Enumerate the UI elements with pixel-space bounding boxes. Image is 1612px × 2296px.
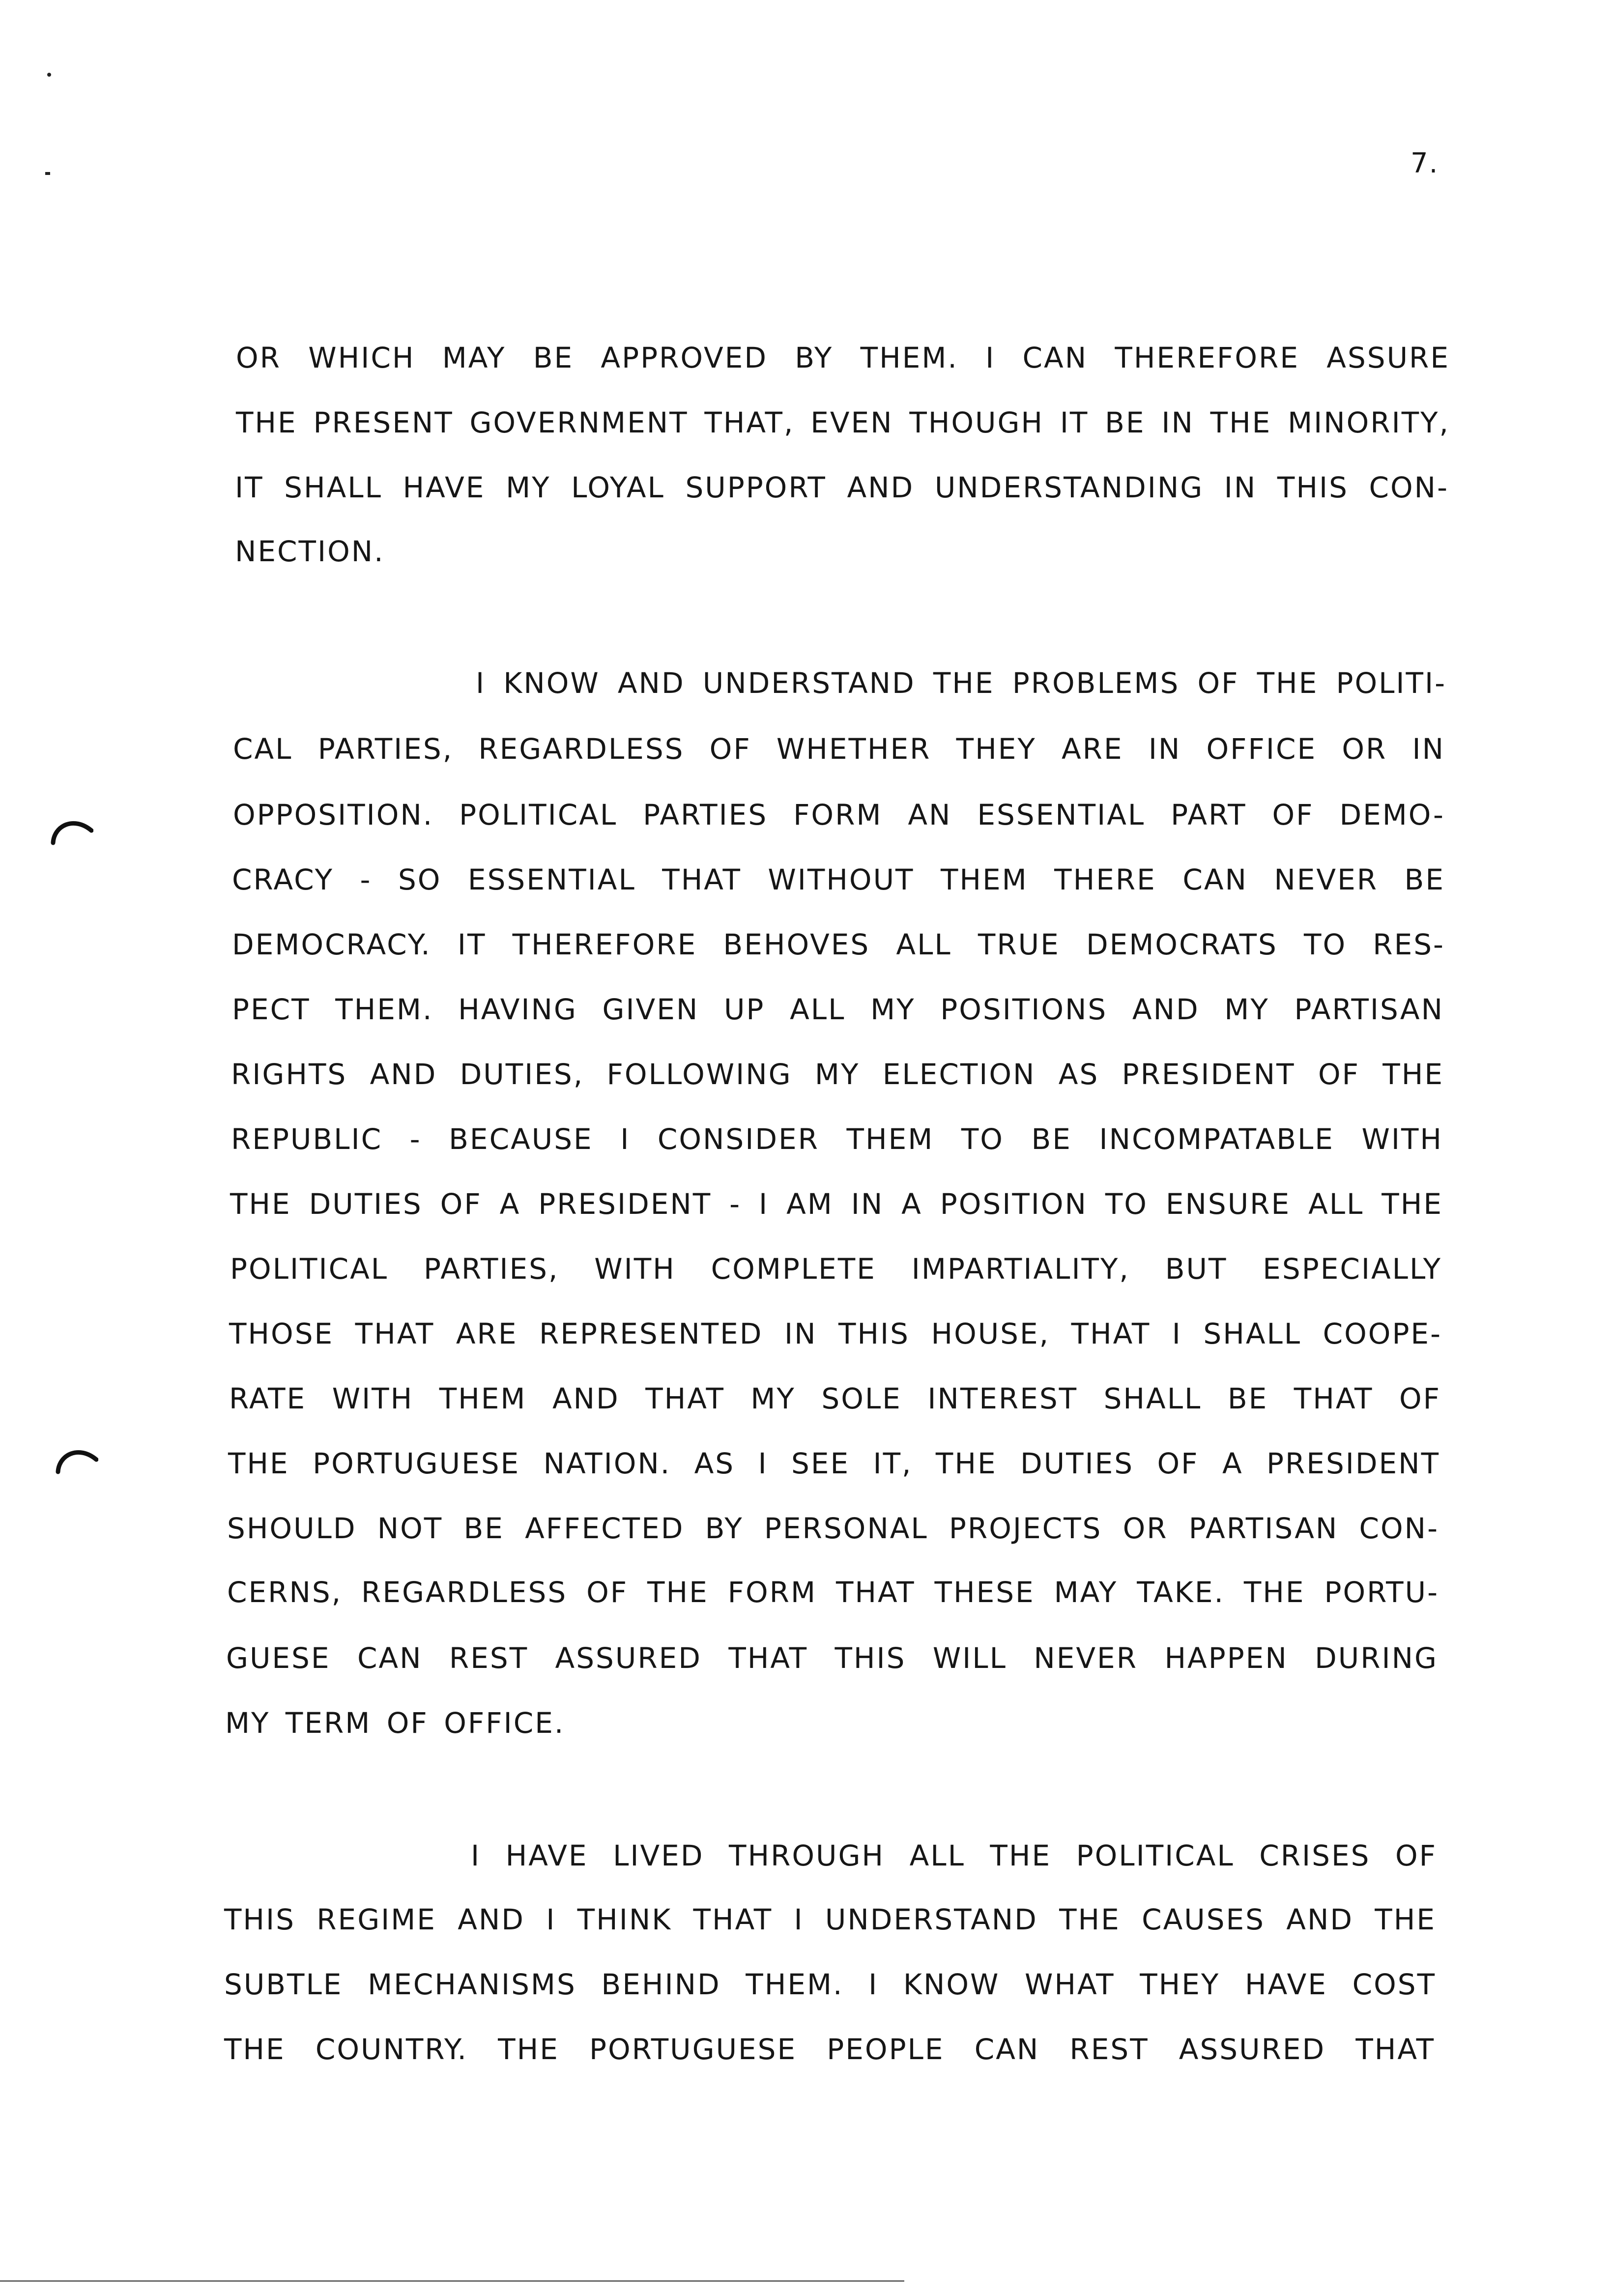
text-line: NECTION. (235, 535, 385, 568)
text-line: REPUBLIC - BECAUSE I CONSIDER THEM TO BE INCOMPATABLE WITH (231, 1122, 1443, 1156)
text-line: THOSE THAT ARE REPRESENTED IN THIS HOUSE, THAT I SHALL COOPE- (229, 1317, 1442, 1350)
text-line: CAL PARTIES, REGARDLESS OF WHETHER THEY ARE IN OFFICE OR IN (233, 732, 1445, 766)
page-number: 7. (1410, 147, 1439, 179)
text-line: MY TERM OF OFFICE. (225, 1706, 565, 1740)
text-line: THIS REGIME AND I THINK THAT I UNDERSTAND THE CAUSES AND THE (224, 1903, 1436, 1936)
text-line: THE PRESENT GOVERNMENT THAT, EVEN THOUGH IT BE IN THE MINORITY, (236, 406, 1450, 439)
scan-dash-left (45, 172, 50, 175)
scan-dot-top (47, 73, 51, 77)
text-line: GUESE CAN REST ASSURED THAT THIS WILL NEVER HAPPEN DURING (226, 1641, 1438, 1675)
text-line: THE PORTUGUESE NATION. AS I SEE IT, THE DUTIES OF A PRESIDENT (228, 1447, 1440, 1480)
text-line: POLITICAL PARTIES, WITH COMPLETE IMPARTIALITY, BUT ESPECIALLY (230, 1252, 1442, 1286)
binder-mark-icon (49, 816, 93, 845)
text-line: CRACY - SO ESSENTIAL THAT WITHOUT THEM THERE CAN NEVER BE (232, 863, 1445, 896)
text-line: OR WHICH MAY BE APPROVED BY THEM. I CAN THEREFORE ASSURE (236, 341, 1450, 374)
text-line: RATE WITH THEM AND THAT MY SOLE INTEREST SHALL BE THAT OF (229, 1382, 1441, 1415)
text-line: I HAVE LIVED THROUGH ALL THE POLITICAL CRISES OF (471, 1839, 1437, 1872)
bottom-scan-edge (0, 2280, 904, 2282)
text-line: THE DUTIES OF A PRESIDENT - I AM IN A POSITION TO ENSURE ALL THE (230, 1187, 1443, 1221)
text-line: SHOULD NOT BE AFFECTED BY PERSONAL PROJECTS OR PARTISAN CON- (227, 1512, 1439, 1545)
text-line: CERNS, REGARDLESS OF THE FORM THAT THESE MAY TAKE. THE PORTU- (227, 1576, 1439, 1609)
text-line: SUBTLE MECHANISMS BEHIND THEM. I KNOW WHAT THEY HAVE COST (224, 1968, 1436, 2001)
text-line: IT SHALL HAVE MY LOYAL SUPPORT AND UNDERSTANDING IN THIS CON- (235, 471, 1449, 504)
text-line: OPPOSITION. POLITICAL PARTIES FORM AN ESSENTIAL PART OF DEMO- (233, 798, 1445, 832)
text-line: RIGHTS AND DUTIES, FOLLOWING MY ELECTION AS PRESIDENT OF THE (231, 1058, 1444, 1091)
text-line: I KNOW AND UNDERSTAND THE PROBLEMS OF THE POLITI- (476, 666, 1446, 700)
binder-mark-icon (54, 1445, 98, 1474)
text-line: DEMOCRACY. IT THEREFORE BEHOVES ALL TRUE DEMOCRATS TO RES- (232, 928, 1445, 961)
text-line: THE COUNTRY. THE PORTUGUESE PEOPLE CAN REST ASSURED THAT (224, 2033, 1435, 2066)
text-line: PECT THEM. HAVING GIVEN UP ALL MY POSITIONS AND MY PARTISAN (232, 993, 1444, 1026)
